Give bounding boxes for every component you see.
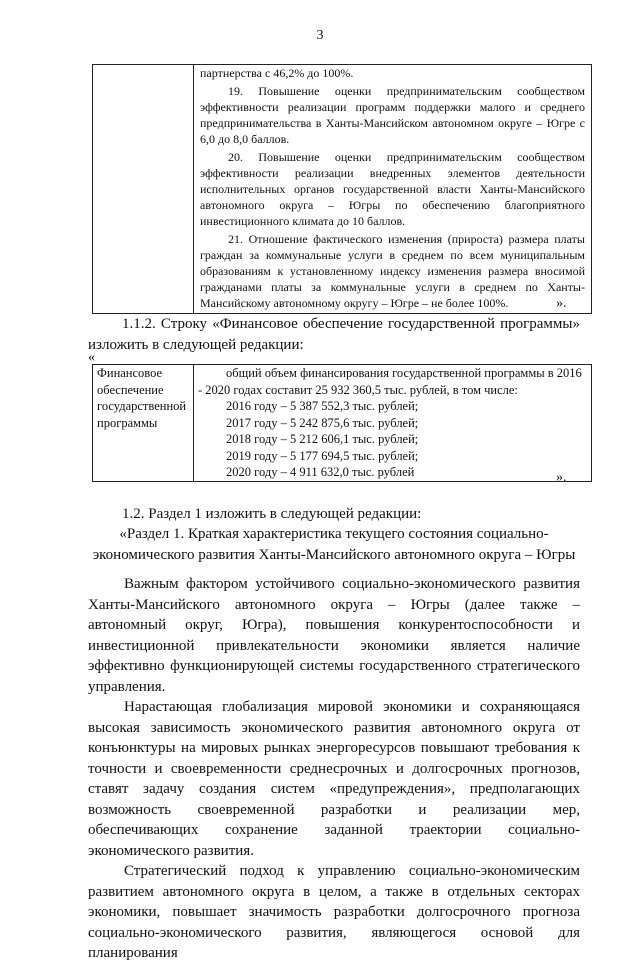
body-text	[88, 574, 580, 964]
paragraph: Стратегический подход к управлению социально-экономическим развитием автономного округа в целом, а также в отдельных секторах экономики, повышает значимость разработки долгосрочного прогноза социально-экономического развития, являющегося основой для планирования	[88, 863, 580, 961]
table-cell	[194, 83, 592, 149]
funding-year: 2017 году – 5 242 875,6 тыс. рублей;	[226, 415, 419, 430]
paragraph: Нарастающая глобализация мировой экономики и сохраняющаяся высокая зависимость экономического развития автономного округа от конъюнктуры на мировых рынках энергоресурсов повышают требования к точности и своевременности среднесрочных и долгосрочных прогнозов, ставят задачу создания систем «предупреждения», предполагающих возможность своевременной разработки и реализации мер, обеспечивающих сохранение заданной траектории социально-экономического развития.	[88, 699, 580, 859]
funding-year: 2018 году – 5 212 606,1 тыс. рублей;	[226, 432, 419, 446]
open-quote: «	[88, 350, 95, 365]
paragraph: Важным фактором устойчивого социально-экономического развития Ханты-Мансийского автономного округа – Югры (далее также – автономный округ, Югра), повышения конкурентоспособности и инвестиционной привлекательности экономики является наличие эффективно функционирующей системы государственного стратегического управления.	[88, 576, 580, 695]
target-item: партнерства с 46,2% до 100%.	[200, 66, 354, 80]
target-item: 19. Повышение оценки предпринимательским сообществом эффективности реализации программ поддержки малого и среднего предпринимательства в Ханты-Мансийском автономном округе – Югре с 6,0 до 8,0 баллов.	[200, 84, 585, 146]
target-item: 20. Повышение оценки предпринимательским сообществом эффективности реализации внедренных элементов деятельности исполнительных органов государственной власти Ханты-Мансийского автономного округа – Югры по обеспечению благоприятного инвестиционного климата до 10 баллов.	[200, 150, 585, 228]
funding-label-cell	[93, 365, 194, 482]
funding-value-cell	[194, 365, 592, 482]
targets-table	[92, 64, 592, 314]
close-quote: ».	[556, 296, 567, 311]
section-heading: «Раздел 1. Краткая характеристика текущего состояния социально-экономического развития Ханты-Мансийского автономного округа – Югры	[92, 526, 576, 563]
table-cell	[194, 231, 592, 314]
table-cell	[194, 65, 592, 84]
funding-table	[92, 364, 592, 482]
section-1-2: 1.2. Раздел 1 изложить в следующей редакции:	[122, 506, 422, 522]
funding-year: 2020 году – 4 911 632,0 тыс. рублей	[226, 465, 415, 479]
table-row	[93, 65, 592, 84]
table-row	[93, 365, 592, 482]
table-cell-empty	[93, 65, 194, 314]
page-number: 3	[316, 28, 324, 43]
funding-year: 2019 году – 5 177 694,5 тыс. рублей;	[226, 448, 419, 463]
table-cell	[194, 149, 592, 231]
section-1-1-2: 1.1.2. Строку «Финансовое обеспечение государственной программы» изложить в следующей редакции:	[88, 316, 580, 353]
funding-intro: общий объем финансирования государственной программы в 2016 - 2020 годах составит 25 932 360,5 тыс. рублей, в том числе:	[198, 366, 582, 397]
target-item: 21. Отношение фактического изменения (прироста) размера платы граждан за коммунальные услуги в среднем по всем муниципальным образованиям к установленному индексу изменения размера вносимой гражданами платы за коммунальные услуги в среднем по Ханты-Мансийскому автономному округу – Югре – не более 100%.	[200, 232, 585, 310]
close-quote: ».	[556, 470, 567, 485]
funding-label: Финансовое обеспечение государственной программы	[97, 366, 187, 430]
funding-year: 2016 году – 5 387 552,3 тыс. рублей;	[226, 399, 419, 413]
